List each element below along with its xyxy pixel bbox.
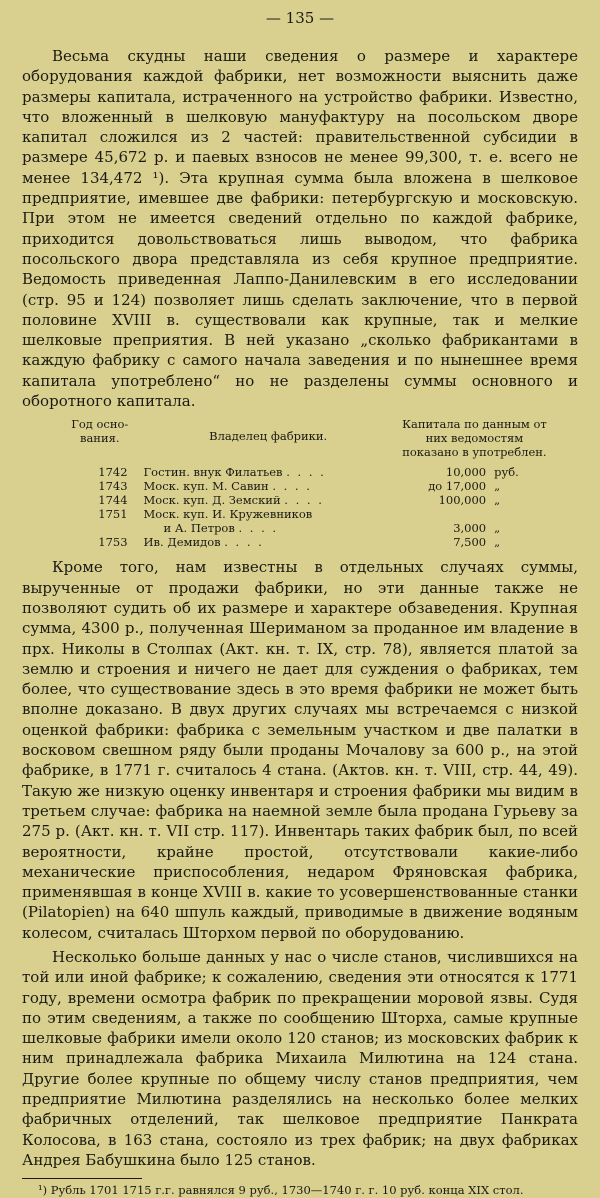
row-year: 1751 — [98, 507, 128, 522]
header-capital: Капитала по данным от них ведомостям показано в употреблен. — [402, 417, 547, 460]
row-capital: 7,500 — [453, 535, 487, 550]
header-owner: Владелец фабрики. — [209, 429, 328, 444]
table-row — [58, 465, 554, 479]
row-owner — [142, 521, 395, 535]
row-owner — [142, 507, 395, 521]
row-unit: „ — [494, 521, 501, 536]
row-capital: 3,000 — [453, 521, 487, 536]
owner-name: Моск. куп. Д. Земский — [143, 493, 281, 508]
row-owner — [142, 535, 395, 549]
row-capital: 100,000 — [438, 493, 487, 508]
row-unit: „ — [494, 535, 501, 550]
row-unit: руб. — [494, 465, 519, 480]
leader-dots: . . . . — [224, 535, 264, 550]
page-number: — 135 — — [265, 9, 335, 27]
owner-name: Гостин. внук Филатьев — [143, 465, 283, 480]
paragraph-2: Кроме того, нам известны в отдельных случаях суммы, вырученные от продажи фабрики, но эти данные также не позволяют судить об их размере и характере обзаведения. Крупная сумма, 4300 р., полученная Шериманом за проданное им владение в прх. Николы в Столпах (Акт. кн. т. IX, стр. 78), является платой за землю и строения и ничего не дает для суждения о фабриках, тем более, что существование здесь в это время фабрики не может быть вполне доказано. В двух других случаях мы встречаемся с низкой оценкой фабрики: фабрика с земельным участком и две палатки в восковом свешном ряду были проданы Мочалову за 600 р., на этой фабрике, в 1771 г. считалось 4 стана. (Актов. кн. т. VIII, стр. 44, 49). Такую же низкую оценку инвентаря и строения фабрики мы видим в третьем случае: фабрика на наемной земле была продана Гурьеву за 275 р. (Акт. кн. т. VII стр. 117). Инвентарь таких фабрик был, по всей вероятности, крайне простой, отсутствовали какие-либо механические приспособления, недаром Фряновская фабрика, применявшая в конце XVIII в. какие то усовершенствованные станки (Pilatopien) на 640 шпуль каждый, приводимые в движение водяным колесом, считалась Шторхом первой по оборудованию. — [22, 558, 578, 942]
paragraph-1: Весьма скудны наши сведения о размере и характере оборудования каждой фабрики, нет возможности выяснить даже размеры капитала, истраченного на устройство фабрики. Известно, что вложенный в шелковую мануфактуру на посольском дворе капитал сложился из 2 частей: правительственной субсидии в размере 45,672 р. и паевых взносов не менее 99,300, т. е. всего не менее 134,472 ¹). Эта крупная сумма была вложена в шелковое предприятие, имевшее две фабрики: петербургскую и московскую. При этом не имеется сведений отдельно по каждой фабрике, приходится довольствоваться лишь выводом, что фабрика посольского двора представляла из себя крупное предприятие. Ведомость приведенная Лаппо-Данилевским в его исследовании (стр. 95 и 124) позволяет лишь сделать заключение, что в первой половине XVIII в. существовали как крупные, так и мелкие шелковые преприятия. В ней указано „сколько фабрикантами в каждую фабрику с самого начала заведения и по нынешнее время капитала употреблено“ но не разделены суммы основного и оборотного капитала. — [22, 47, 578, 411]
table-row — [58, 493, 554, 507]
row-owner — [142, 479, 395, 493]
row-unit — [488, 507, 554, 521]
row-year: 1743 — [98, 479, 128, 494]
leader-dots: . . . . — [272, 479, 312, 494]
header-year: Год осно-вания. — [71, 417, 129, 446]
leader-dots: . . . . — [284, 493, 324, 508]
leader-dots: . . . . — [238, 521, 279, 536]
table-header-row — [58, 417, 554, 465]
row-owner — [142, 465, 395, 479]
row-year: 1744 — [98, 493, 128, 508]
footnote: ¹) Рубль 1701 1715 г.г. равнялся 9 руб., 1730—1740 г. г. 10 руб. конца XIX стол. — [38, 1183, 524, 1198]
factory-table — [58, 417, 554, 549]
row-owner — [142, 493, 395, 507]
row-capital: до 17,000 — [428, 479, 487, 494]
row-unit: „ — [494, 479, 501, 494]
row-year: 1742 — [98, 465, 128, 480]
paragraph-3: Несколько больше данных у нас о числе станов, числившихся на той или иной фабрике; к сожалению, сведения эти относятся к 1771 году, времени осмотра фабрик по прекращении моровой язвы. Судя по этим сведениям, а также по сообщению Шторха, самые крупные шелковые фабрики имели около 120 станов; из московских фабрик к ним принадлежала фабрика Михаила Милютина на 124 стана. Другие более крупные по общему числу станов предприятия, чем предприятие Милютина разделялись на несколько более мелких фабричных отделений, так шелковое предприятие Панкрата Колосова, в 163 стана, состояло из трех фабрик; на двух фабриках Андрея Бабушкина было 125 станов. — [22, 947, 578, 1169]
owner-name: и А. Петров — [163, 521, 235, 536]
row-capital: 10,000 — [445, 465, 487, 480]
owner-name: Моск. куп. И. Кружевников — [143, 507, 313, 522]
footnote-divider — [22, 1178, 142, 1179]
row-capital — [395, 507, 488, 521]
table-row — [58, 521, 554, 535]
leader-dots: . . . . — [286, 465, 326, 480]
table-row — [58, 535, 554, 549]
owner-name: Моск. куп. М. Савин — [143, 479, 269, 494]
table-row — [58, 479, 554, 493]
row-year: 1753 — [98, 535, 128, 550]
row-unit: „ — [494, 493, 501, 508]
owner-name: Ив. Демидов — [143, 535, 221, 550]
table-row — [58, 507, 554, 521]
row-year — [58, 521, 142, 535]
